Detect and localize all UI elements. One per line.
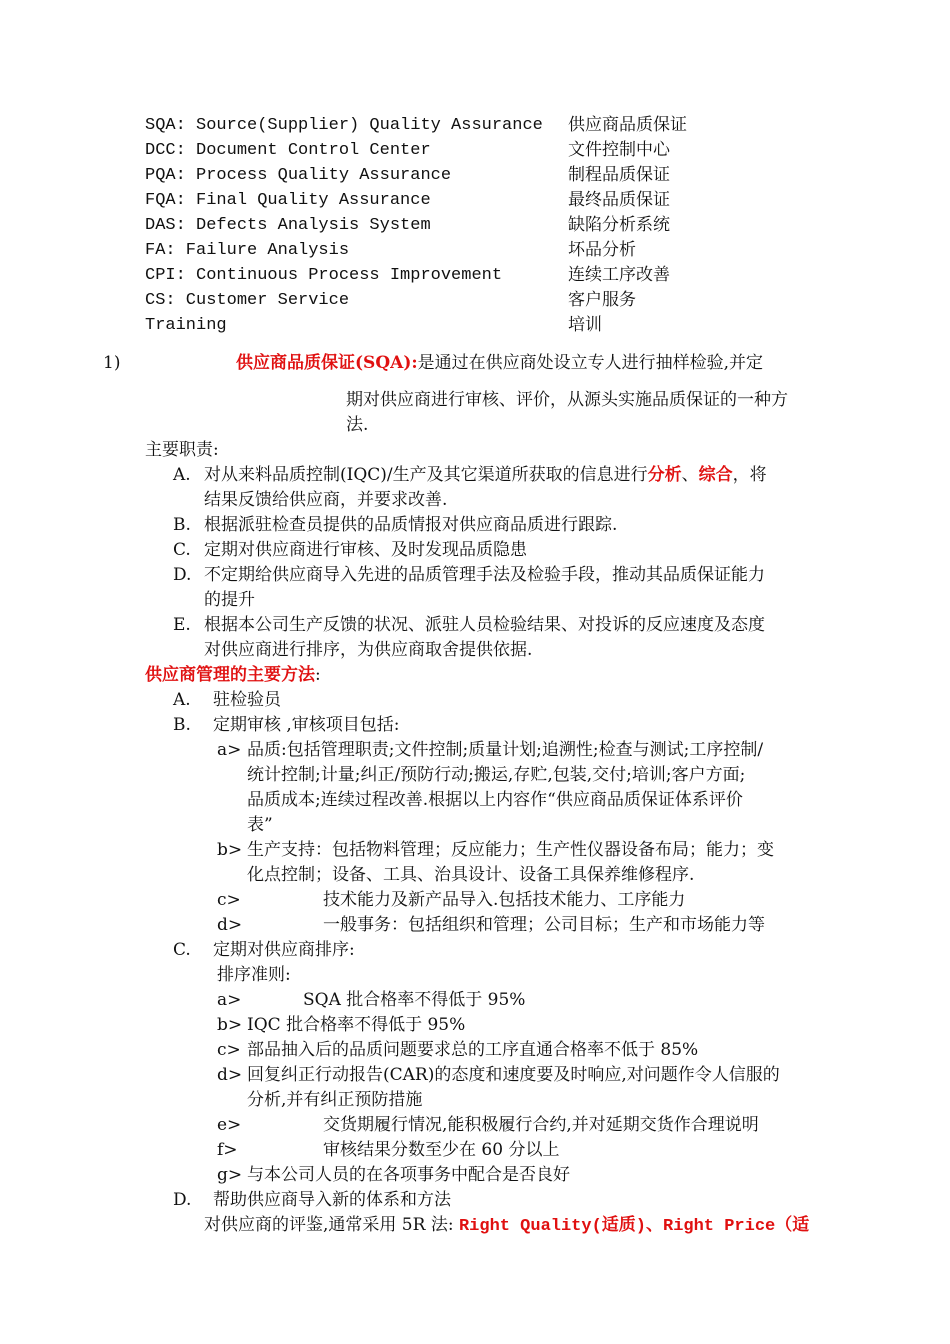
sub-text: 部品抽入后的品质问题要求总的工序直通合格率不低于 85% (247, 1040, 699, 1060)
abbreviation-en: DCC: Document Control Center (145, 141, 431, 160)
sub-label: b> (217, 840, 243, 860)
separator: 、 (681, 465, 699, 485)
section-title-line (236, 351, 763, 375)
method-text: 定期对供应商排序: (213, 940, 355, 960)
highlight-analysis: 分析 (647, 465, 682, 485)
method-label: B. (173, 715, 191, 735)
abbreviation-zh: 培训 (568, 315, 602, 335)
method-text: 驻检验员 (213, 690, 281, 710)
section-title-colon: : (411, 353, 418, 373)
evaluation-text: 对供应商的评鉴,通常采用 5R 法: (204, 1215, 459, 1235)
sub-label: c> (217, 1040, 241, 1060)
method-label: D. (173, 1190, 192, 1210)
sub-text: 一般事务：包括组织和管理；公司目标；生产和市场能力等 (323, 915, 765, 935)
sub-label: c> (217, 890, 241, 910)
sub-label: b> (217, 1015, 243, 1035)
separator: 、 (646, 1215, 663, 1235)
sub-text: 与本公司人员的在各项事务中配合是否良好 (247, 1165, 570, 1185)
sub-text: 生产支持：包括物料管理；反应能力；生产性仪器设备布局；能力；变 (247, 840, 774, 860)
abbreviation-en: FA: Failure Analysis (145, 241, 350, 260)
abbreviation-en: Training (145, 316, 227, 335)
abbreviation-zh: 最终品质保证 (568, 190, 670, 210)
duty-text-line2: 的提升 (204, 590, 255, 610)
sub-label: d> (217, 915, 243, 935)
definition-line-2: 期对供应商进行审核、评价，从源头实施品质保证的一种方 (346, 390, 788, 410)
duty-text: 定期对供应商进行审核、及时发现品质隐患 (204, 540, 527, 560)
methods-heading-colon: : (315, 665, 321, 685)
section-title: 供应商品质保证(SQA) (236, 353, 412, 373)
duty-text-line2: 结果反馈给供应商，并要求改善. (204, 490, 448, 510)
evaluation-line (204, 1213, 809, 1239)
highlight-right-price: Right Price（适 (663, 1217, 810, 1236)
methods-heading: 供应商管理的主要方法 (145, 665, 315, 685)
sub-text: SQA 批合格率不得低于 95% (303, 990, 526, 1010)
sub-text: 技术能力及新产品导入.包括技术能力、工序能力 (323, 890, 686, 910)
duty-label: D. (173, 565, 192, 585)
method-text: 帮助供应商导入新的体系和方法 (213, 1190, 451, 1210)
duty-text: 不定期给供应商导入先进的品质管理手法及检验手段，推动其品质保证能力 (204, 565, 765, 585)
sub-text: 回复纠正行动报告(CAR)的态度和速度要及时响应,对问题作令人信服的 (247, 1065, 780, 1085)
abbreviation-zh: 缺陷分析系统 (568, 215, 670, 235)
sub-text: 审核结果分数至少在 60 分以上 (323, 1140, 560, 1160)
duty-label: C. (173, 540, 191, 560)
criteria-heading: 排序准则: (217, 965, 291, 985)
sub-label: g> (217, 1165, 243, 1185)
sub-label: d> (217, 1065, 243, 1085)
abbreviation-zh: 供应商品质保证 (568, 115, 687, 135)
sub-label: e> (217, 1115, 242, 1135)
duty-label: E. (173, 615, 191, 635)
sub-text: 表” (247, 815, 273, 835)
abbreviation-zh: 连续工序改善 (568, 265, 670, 285)
duty-text-line2: 对供应商进行排序，为供应商取舍提供依据. (204, 640, 533, 660)
abbreviation-en: PQA: Process Quality Assurance (145, 166, 452, 185)
abbreviation-zh: 坏品分析 (568, 240, 636, 260)
method-label: A. (173, 690, 191, 710)
duty-text: 对从来料品质控制(IQC)/生产及其它渠道所获取的信息进行 (204, 465, 648, 485)
duty-label: A. (173, 465, 191, 485)
highlight-right-quality: Right Quality(适质) (458, 1217, 646, 1236)
duty-text-end: ，将 (732, 465, 767, 485)
definition-line-1: 是通过在供应商处设立专人进行抽样检验,并定 (417, 353, 764, 373)
method-text: 定期审核 ,审核项目包括: (213, 715, 400, 735)
sub-text: IQC 批合格率不得低于 95% (247, 1015, 466, 1035)
duties-heading: 主要职责: (145, 440, 219, 460)
abbreviation-en: CS: Customer Service (145, 291, 350, 310)
abbreviation-zh: 文件控制中心 (568, 140, 670, 160)
sub-label: a> (217, 740, 242, 760)
duty-label: B. (173, 515, 191, 535)
duty-text: 根据派驻检查员提供的品质情报对供应商品质进行跟踪. (204, 515, 618, 535)
abbreviation-en: DAS: Defects Analysis System (145, 216, 431, 235)
duty-item (204, 463, 767, 487)
abbreviation-en: CPI: Continuous Process Improvement (145, 266, 503, 285)
sub-text: 品质:包括管理职责;文件控制;质量计划;追溯性;检查与测试;工序控制/ (247, 740, 764, 760)
abbreviation-zh: 制程品质保证 (568, 165, 670, 185)
section-number: 1) (103, 353, 121, 373)
duty-text: 根据本公司生产反馈的状况、派驻人员检验结果、对投诉的反应速度及态度 (204, 615, 765, 635)
sub-text: 分析,并有纠正预防措施 (247, 1090, 423, 1110)
highlight-synthesis: 综合 (698, 465, 733, 485)
abbreviation-en: FQA: Final Quality Assurance (145, 191, 431, 210)
sub-text: 品质成本;连续过程改善.根据以上内容作“供应商品质保证体系评价 (247, 790, 743, 810)
sub-label: f> (217, 1140, 238, 1160)
sub-label: a> (217, 990, 242, 1010)
sub-text: 化点控制；设备、工具、治具设计、设备工具保养维修程序. (247, 865, 695, 885)
methods-heading-line (145, 663, 321, 687)
sub-text: 交货期履行情况,能积极履行合约,并对延期交货作合理说明 (323, 1115, 759, 1135)
abbreviation-zh: 客户服务 (568, 290, 636, 310)
abbreviation-en: SQA: Source(Supplier) Quality Assurance (145, 116, 543, 135)
method-label: C. (173, 940, 191, 960)
sub-text: 统计控制;计量;纠正/预防行动;搬运,存贮,包装,交付;培训;客户方面; (247, 765, 746, 785)
definition-line-3: 法. (346, 415, 369, 435)
